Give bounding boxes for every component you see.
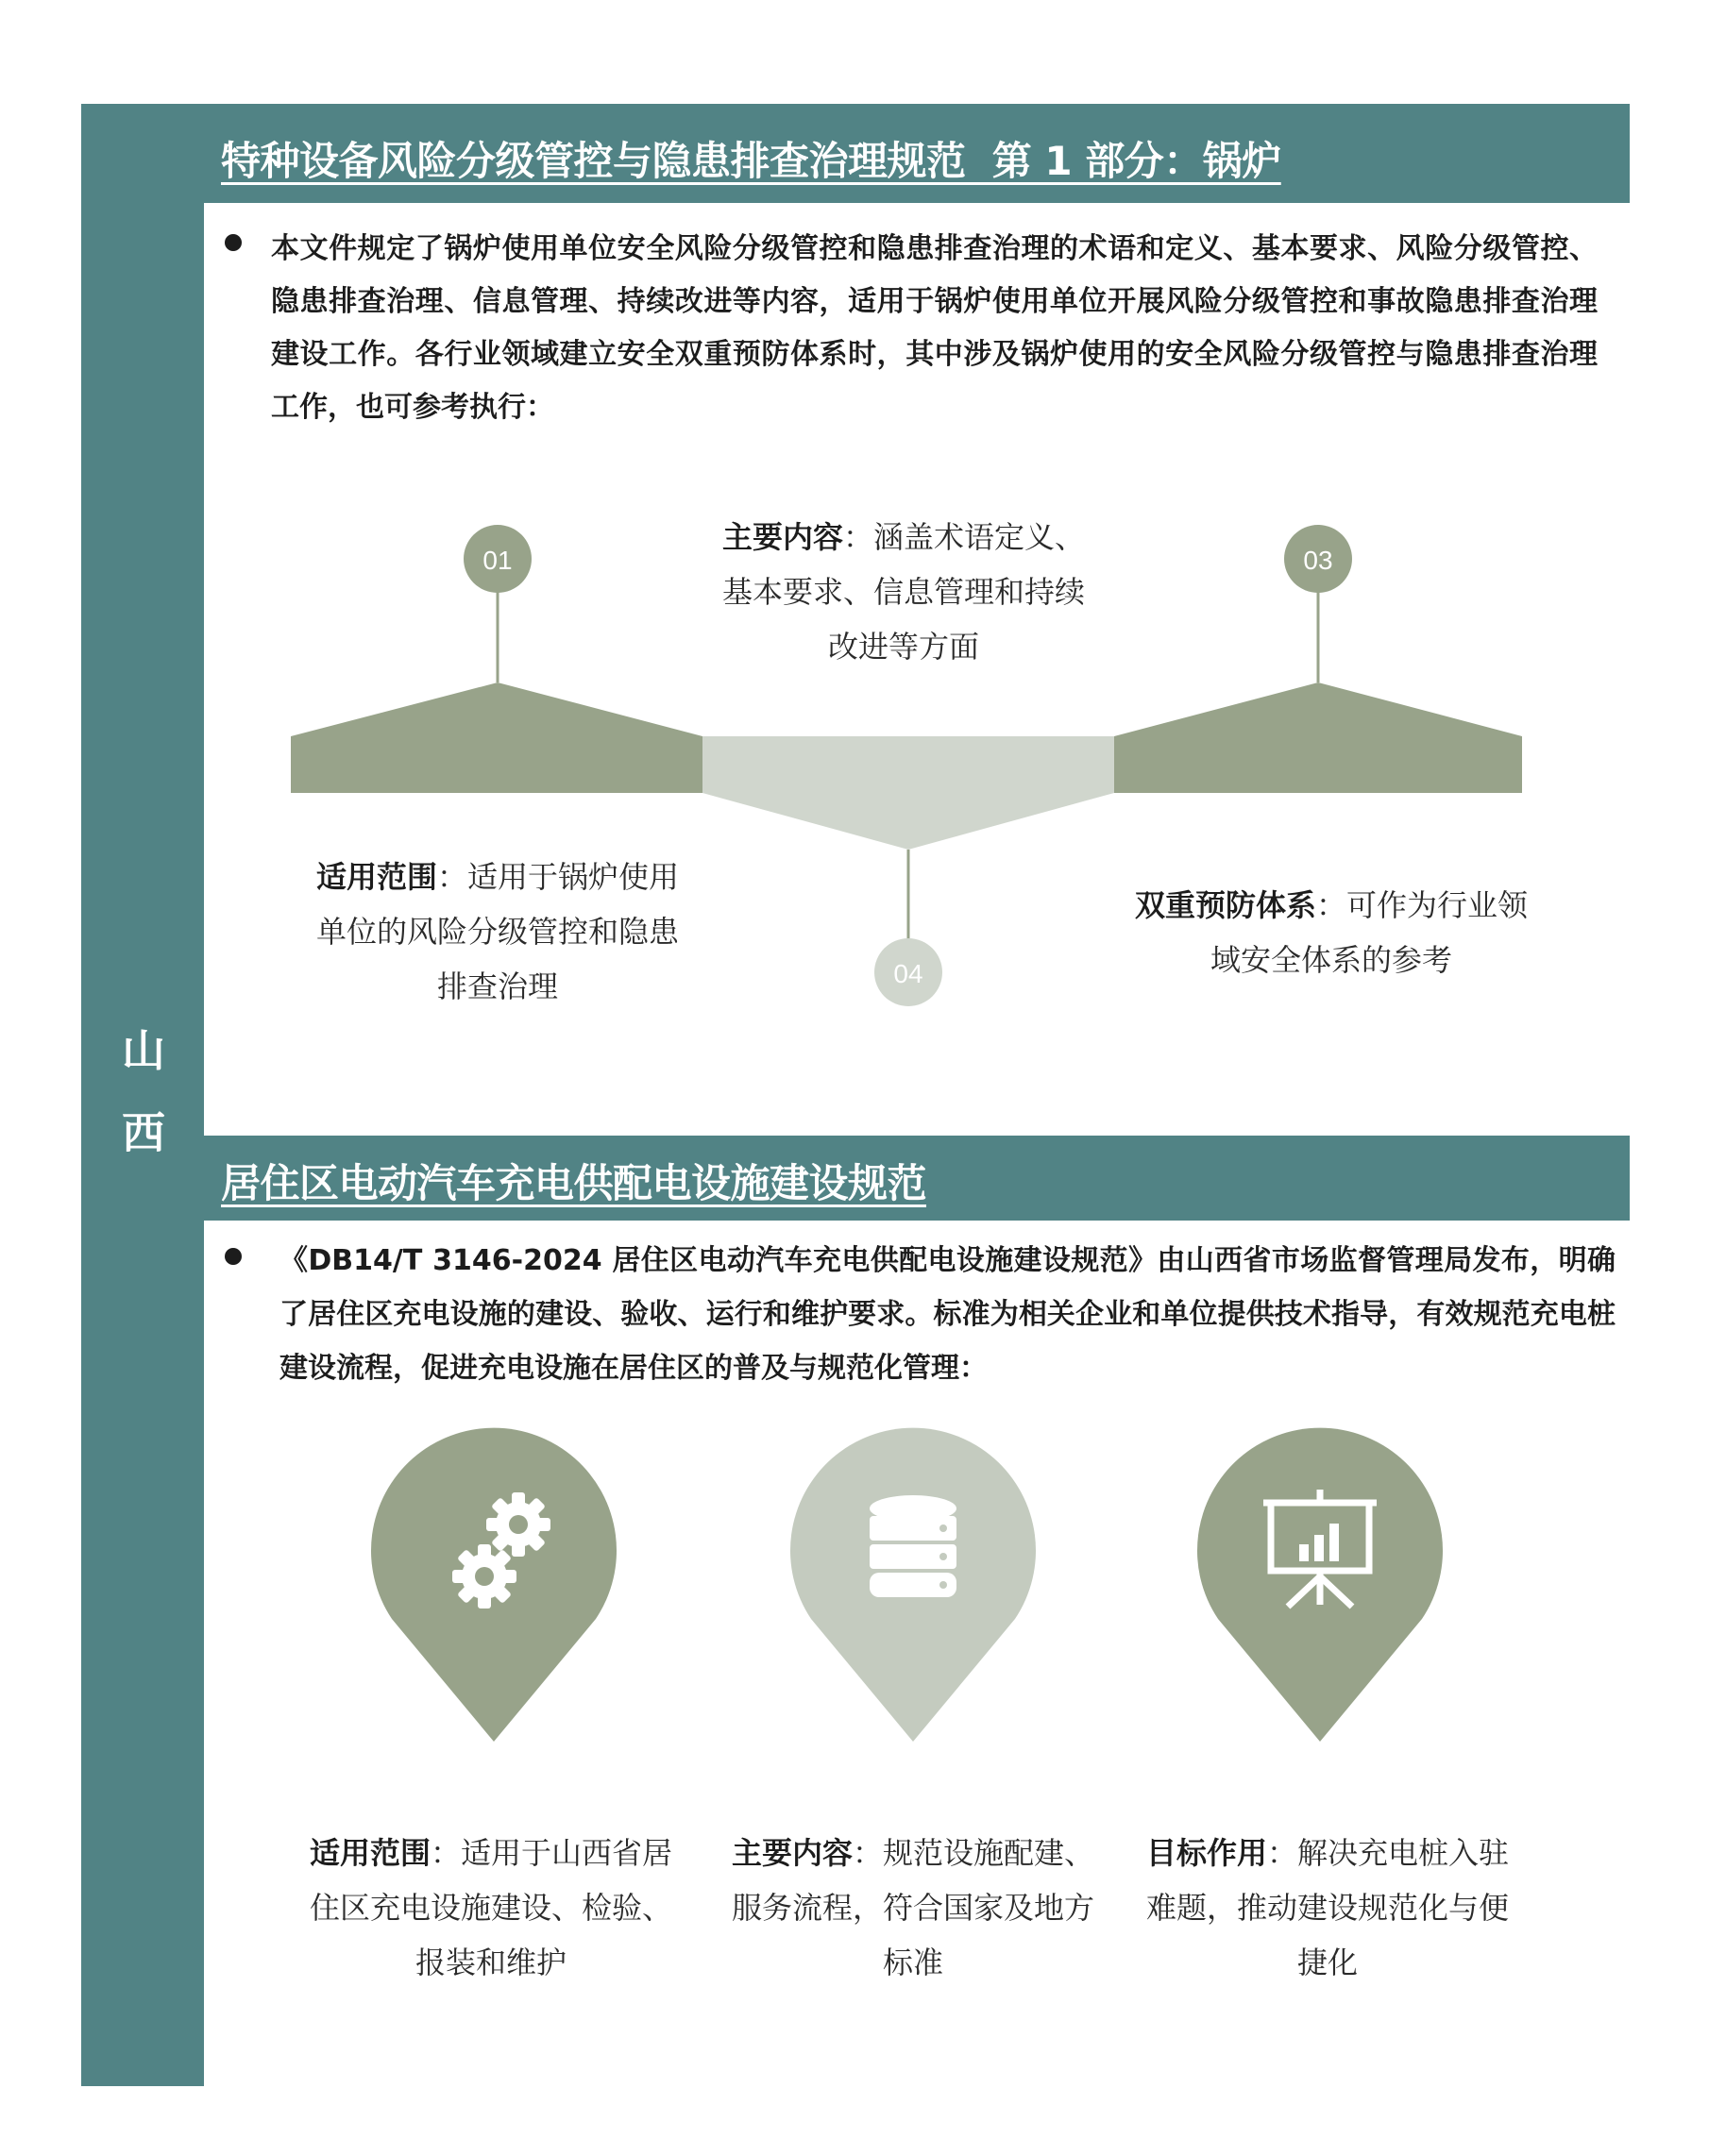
item-sep: ： (842, 519, 873, 555)
section2-item-main-content (719, 1826, 1107, 1990)
database-icon (870, 1495, 956, 1597)
item-label: 目标作用 (1145, 1835, 1267, 1871)
item-text: 解决充电桩入驻难题，推动建设规范化与便捷化 (1145, 1835, 1510, 1980)
section2-paragraph: 《DB14/T 3146-2024 居住区电动汽车充电供配电设施建设规范》由山西省市场监督管理局发布，明确了居住区充电设施的建设、验收、运行和维护要求。标准为相关企业和单位提供技术指导，有效规范充电桩建设流程，促进充电设施在居住区的普及与规范化管理： (279, 1244, 1616, 1385)
section1-title: 特种设备风险分级管控与隐患排查治理规范 第 1 部分：锅炉 (221, 138, 1281, 184)
item-text: 涵盖术语定义、基本要求、信息管理和持续改进等方面 (721, 519, 1086, 665)
item-sep: ： (1266, 1835, 1297, 1871)
item-label: 主要内容 (731, 1835, 853, 1871)
marker-04-label: 04 (893, 959, 923, 988)
item-text: 适用于山西省居住区充电设施建设、检验、报装和维护 (309, 1835, 673, 1980)
item-label: 主要内容 (721, 519, 843, 555)
item-sep: ： (852, 1835, 883, 1871)
item-label: 双重预防体系 (1134, 887, 1316, 923)
marker-01-label: 01 (482, 546, 513, 575)
item-text: 可作为行业领域安全体系的参考 (1210, 887, 1529, 978)
item-text: 规范设施配建、服务流程，符合国家及地方标准 (731, 1835, 1095, 1980)
item-sep: ： (430, 1835, 461, 1871)
item-text: 适用于锅炉使用单位的风险分级管控和隐患排查治理 (315, 859, 680, 1004)
item-label: 适用范围 (315, 859, 437, 895)
item-sep: ： (436, 859, 467, 895)
region-char-shan: 山 (122, 1025, 165, 1076)
section2-title: 居住区电动汽车充电供配电设施建设规范 (221, 1160, 927, 1206)
section1-paragraph: 本文件规定了锅炉使用单位安全风险分级管控和隐患排查治理的术语和定义、基本要求、风险分级管控、隐患排查治理、信息管理、持续改进等内容，适用于锅炉使用单位开展风险分级管控和事故隐患排查治理建设工作。各行业领域建立安全双重预防体系时，其中涉及锅炉使用的安全风险分级管控与隐患排查治理工作，也可参考执行： (271, 232, 1598, 424)
marker-03-label: 03 (1303, 546, 1333, 575)
item-label: 适用范围 (309, 1835, 431, 1871)
item-sep: ： (1315, 887, 1346, 923)
section2-item-goal (1139, 1826, 1516, 1990)
section2-item-scope (302, 1826, 680, 1990)
region-char-xi: 西 (122, 1107, 165, 1158)
